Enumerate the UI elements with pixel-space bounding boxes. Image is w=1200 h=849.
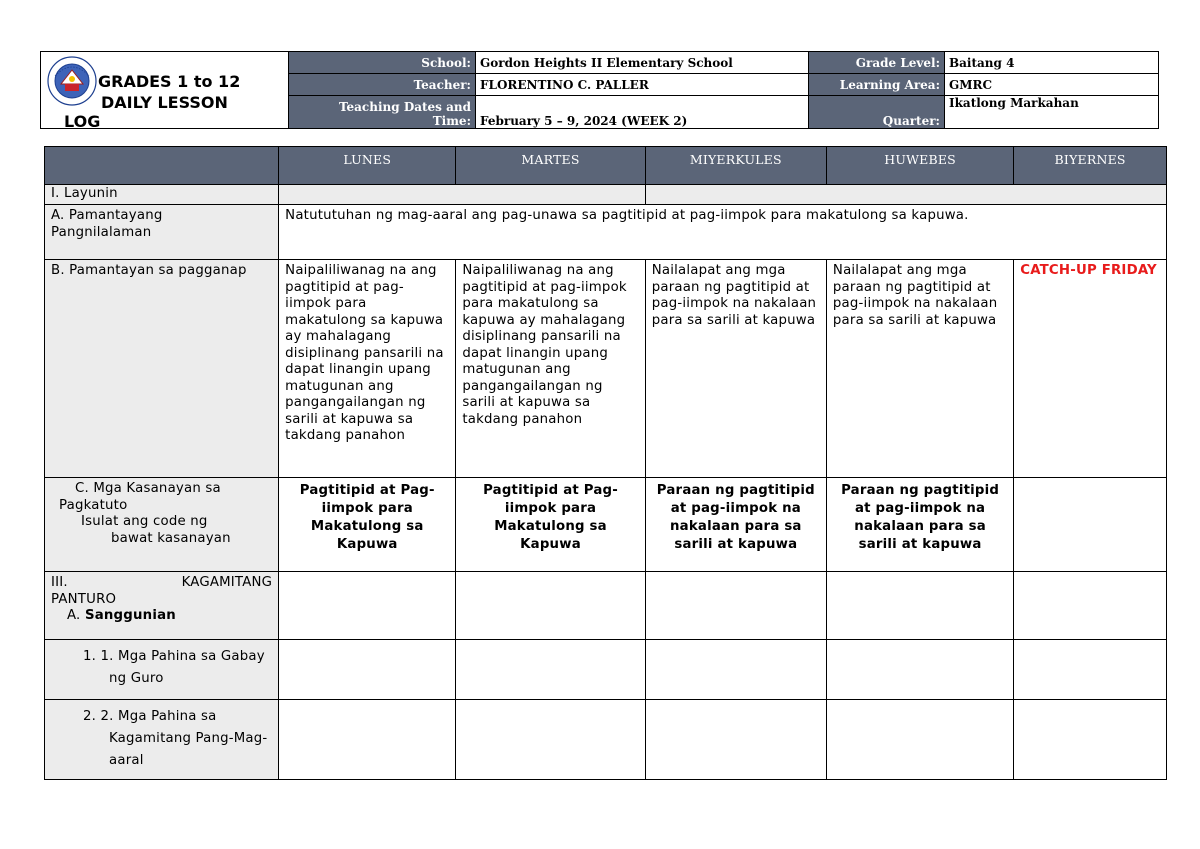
layunin-label: I. Layunin	[45, 185, 279, 205]
mag-aaral-lunes	[279, 700, 456, 780]
day-header-martes: MARTES	[456, 147, 645, 185]
kagamitang-mag-aaral-row	[45, 700, 1167, 780]
day-header-biyernes: BIYERNES	[1014, 147, 1167, 185]
teacher-value: FLORENTINO C. PALLER	[476, 74, 809, 96]
mga-kasanayan-label	[45, 478, 279, 572]
teaching-dates-label-line1: Teaching Dates and	[338, 100, 471, 114]
mag-aaral-huwebes	[826, 700, 1013, 780]
layunin-shade-right	[645, 185, 1166, 205]
kagamitang-roman-numeral: III.	[51, 575, 68, 590]
kasanayan-biyernes	[1014, 478, 1167, 572]
day-header-miyerkules: MIYERKULES	[645, 147, 826, 185]
teacher-label: Teacher:	[289, 74, 476, 96]
kagamitang-mag-aaral-label	[45, 700, 279, 780]
pagganap-lunes: Naipaliliwanag na ang pagtitipid at pag-iimpok para makatulong sa kapuwa ay mahalagang disiplinang pansarili na dapat linangin upang matugunan ang pangangailangan ng sarili at kapuwa sa takdang panahon	[279, 260, 456, 478]
gabay-guro-row	[45, 640, 1167, 700]
mag-aaral-biyernes	[1014, 700, 1167, 780]
pamantayang-pangnilalaman-value: Natututuhan ng mag-aaral ang pag-unawa sa pagtitipid at pag-iimpok para makatulong sa kapuwa.	[279, 205, 1167, 260]
dll-header-table	[40, 51, 1159, 129]
pagganap-miyerkules: Nailalapat ang mga paraan ng pagtitipid at pag-iimpok na nakalaan para sa sarili at kapuwa	[645, 260, 826, 478]
kagamitang-lunes	[279, 572, 456, 640]
learning-area-value: GMRC	[945, 74, 1159, 96]
gabay-lunes	[279, 640, 456, 700]
pamantayang-label-line2: Pangnilalaman	[51, 224, 152, 240]
school-value: Gordon Heights II Elementary School	[476, 52, 809, 74]
kagamitang-huwebes	[826, 572, 1013, 640]
kagamitang-panturo-row	[45, 572, 1167, 640]
layunin-shade-left	[279, 185, 646, 205]
kasanayan-miyerkules: Paraan ng pagtitipid at pag-iimpok na nakalaan para sa sarili at kapuwa	[645, 478, 826, 572]
logo-title-line2: DAILY LESSON	[101, 93, 228, 112]
kagamitang-label-line1	[51, 575, 272, 592]
day-header-huwebes: HUWEBES	[826, 147, 1013, 185]
grade-level-label: Grade Level:	[809, 52, 945, 74]
pamantayang-label-line1: A. Pamantayang	[51, 208, 163, 223]
layunin-row	[45, 185, 1167, 205]
kagamitang-martes	[456, 572, 645, 640]
pamantayan-pagganap-row	[45, 260, 1167, 478]
day-header-blank	[45, 147, 279, 185]
teaching-dates-label	[289, 96, 476, 129]
kasanayan-lunes: Pagtitipid at Pag-iimpok para Makatulong sa Kapuwa	[279, 478, 456, 572]
sanggunian-text: Sanggunian	[84, 608, 176, 623]
kasanayan-martes: Pagtitipid at Pag-iimpok para Makatulong sa Kapuwa	[456, 478, 645, 572]
pagganap-biyernes	[1014, 260, 1167, 478]
teaching-dates-label-line2: Time:	[432, 114, 471, 128]
day-header-lunes: LUNES	[279, 147, 456, 185]
gabay-biyernes	[1014, 640, 1167, 700]
kagamitang-panturo-label	[45, 572, 279, 640]
gabay-guro-label	[45, 640, 279, 700]
teaching-dates-value: February 5 – 9, 2024 (WEEK 2)	[476, 96, 809, 129]
school-label: School:	[289, 52, 476, 74]
kagamitang-word: KAGAMITANG	[181, 575, 273, 590]
kasanayan-label-line1: C. Mga Kasanayan sa Pagkatuto	[59, 481, 221, 513]
kasanayan-label-line2: Isulat ang code ng	[81, 514, 208, 529]
kagamitang-miyerkules	[645, 572, 826, 640]
kasanayan-label-line3: bawat kasanayan	[111, 530, 231, 546]
pamantayan-pagganap-label: B. Pamantayan sa pagganap	[45, 260, 279, 478]
catch-up-friday-badge: CATCH-UP FRIDAY	[1020, 263, 1157, 278]
mga-kasanayan-row	[45, 478, 1167, 572]
pagganap-huwebes: Nailalapat ang mga paraan ng pagtitipid at pag-iimpok na nakalaan para sa sarili at kapuwa	[826, 260, 1013, 478]
pamantayang-pangnilalaman-row	[45, 205, 1167, 260]
sanggunian-label	[51, 608, 272, 625]
quarter-value: Ikatlong Markahan	[945, 96, 1159, 129]
learning-area-label: Learning Area:	[809, 74, 945, 96]
kagamitang-label-line2: PANTURO	[51, 591, 117, 607]
kagamitang-mag-aaral-text: 2. 2. Mga Pahina sa Kagamitang Pang-Mag-aaral	[83, 709, 268, 768]
pagganap-martes: Naipaliliwanag na ang pagtitipid at pag-iimpok para makatulong sa kapuwa ay mahalagang disiplinang pansarili na dapat linangin upang matugunan ang pangangailangan ng sarili at kapuwa sa takdang panahon	[456, 260, 645, 478]
logo-cell	[41, 52, 289, 129]
kagamitang-biyernes	[1014, 572, 1167, 640]
gabay-martes	[456, 640, 645, 700]
day-header-row	[45, 147, 1167, 185]
sanggunian-prefix: A.	[67, 608, 81, 623]
gabay-guro-text: 1. 1. Mga Pahina sa Gabay ng Guro	[83, 649, 265, 686]
mag-aaral-miyerkules	[645, 700, 826, 780]
gabay-huwebes	[826, 640, 1013, 700]
quarter-label: Quarter:	[809, 96, 945, 129]
gabay-miyerkules	[645, 640, 826, 700]
logo-title-line1: GRADES 1 to 12	[98, 72, 241, 91]
kasanayan-huwebes: Paraan ng pagtitipid at pag-iimpok na nakalaan para sa sarili at kapuwa	[826, 478, 1013, 572]
logo-title-line3: LOG	[64, 112, 101, 131]
grade-level-value: Baitang 4	[945, 52, 1159, 74]
mag-aaral-martes	[456, 700, 645, 780]
deped-seal-icon	[47, 56, 97, 106]
lesson-grid-table	[44, 146, 1167, 780]
pamantayang-pangnilalaman-label	[45, 205, 279, 260]
